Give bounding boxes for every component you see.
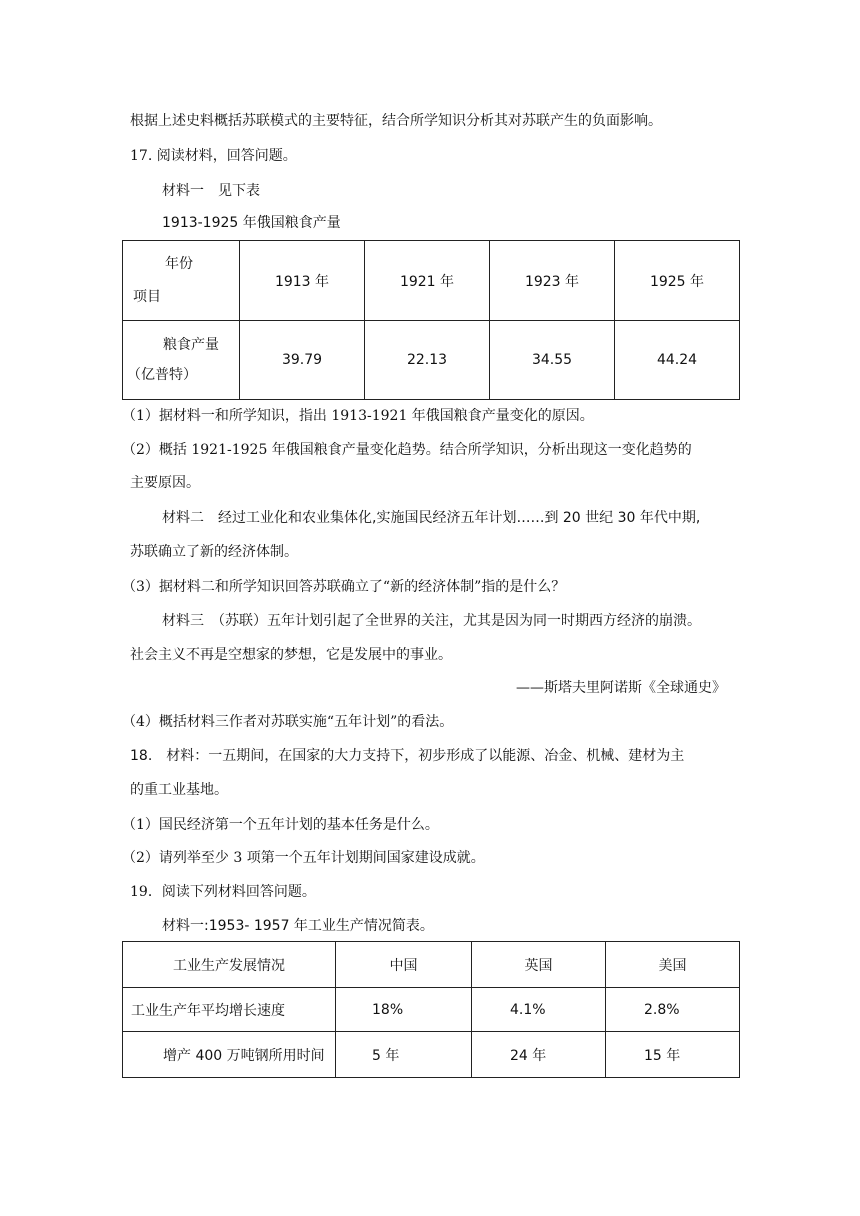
industrial-production-table [122, 941, 740, 1078]
q17-material1-label: 材料一 见下表 [162, 183, 260, 199]
table-cell: 22.13 [365, 321, 490, 400]
q17-material2-line2: 苏联确立了新的经济体制。 [130, 544, 298, 560]
q17-material3-line2: 社会主义不再是空想家的梦想，它是发展中的事业。 [130, 647, 452, 663]
table-cell: 18% [336, 988, 472, 1032]
table-cell: 2.8% [606, 988, 740, 1032]
q17-sub3: （3）据材料二和所学知识回答苏联确立了“新的经济体制”指的是什么？ [122, 579, 566, 595]
table-cell: 15 年 [606, 1032, 740, 1078]
table-cell: 39.79 [240, 321, 365, 400]
q17-sub1: （1）据材料一和所学知识，指出 1913-1921 年俄国粮食产量变化的原因。 [122, 408, 594, 424]
table-row [123, 988, 740, 1032]
q18-sub2: （2）请列举至少 3 项第一个五年计划期间国家建设成就。 [122, 850, 485, 866]
table-header-cell: 美国 [606, 942, 740, 988]
header-year: 1923 年 [490, 241, 615, 321]
q17-material3-line1: 材料三 （苏联）五年计划引起了全世界的关注，尤其是因为同一时期西方经济的崩溃。 [162, 613, 701, 629]
table-row-label: 增产 400 万吨钢所用时间 [123, 1032, 336, 1078]
header-year: 1921 年 [365, 241, 490, 321]
q19-title: 19．阅读下列材料回答问题。 [130, 884, 316, 900]
table-header-corner [123, 241, 240, 321]
grain-output-table [122, 240, 740, 400]
row-label-grain [123, 321, 240, 400]
table-cell: 34.55 [490, 321, 615, 400]
table-row [123, 321, 740, 400]
row-label-line: 粮食产量 [163, 337, 219, 353]
table-header-cell: 英国 [472, 942, 606, 988]
q17-material3-source: ——斯塔夫里阿诺斯《全球通史》 [516, 680, 726, 696]
table-row [123, 1032, 740, 1078]
q17-sub2-line1: （2）概括 1921-1925 年俄国粮食产量变化趋势。结合所学知识，分析出现这一变化趋势的 [122, 442, 692, 458]
table-cell: 24 年 [472, 1032, 606, 1078]
table-header-cell: 工业生产发展情况 [123, 942, 336, 988]
header-year-label: 年份 [165, 256, 193, 272]
q17-sub2-line2: 主要原因。 [130, 475, 200, 491]
header-year: 1913 年 [240, 241, 365, 321]
intro-question: 根据上述史料概括苏联模式的主要特征，结合所学知识分析其对苏联产生的负面影响。 [130, 113, 662, 129]
q17-table-title: 1913-1925 年俄国粮食产量 [162, 215, 341, 231]
table-header-cell: 中国 [336, 942, 472, 988]
q17-sub4: （4）概括材料三作者对苏联实施“五年计划”的看法。 [122, 714, 454, 730]
q17-material2-line1: 材料二 经过工业化和农业集体化,实施国民经济五年计划……到 20 世纪 30 年代中期, [162, 510, 701, 526]
table-row-label: 工业生产年平均增长速度 [123, 988, 336, 1032]
table-cell: 44.24 [615, 321, 740, 400]
table-cell: 5 年 [336, 1032, 472, 1078]
table-row [123, 942, 740, 988]
header-item-label: 项目 [133, 289, 161, 305]
table-cell: 4.1% [472, 988, 606, 1032]
header-year: 1925 年 [615, 241, 740, 321]
q19-material1: 材料一:1953- 1957 年工业生产情况简表。 [162, 918, 434, 934]
q18-material-line2: 的重工业基地。 [130, 782, 228, 798]
table-row [123, 241, 740, 321]
row-label-unit: （亿普特） [127, 367, 197, 383]
q18-material-line1: 18. 材料：一五期间，在国家的大力支持下，初步形成了以能源、冶金、机械、建材为主 [130, 748, 685, 764]
q18-sub1: （1）国民经济第一个五年计划的基本任务是什么。 [122, 817, 439, 833]
q17-title: 17. 阅读材料，回答问题。 [130, 148, 297, 164]
